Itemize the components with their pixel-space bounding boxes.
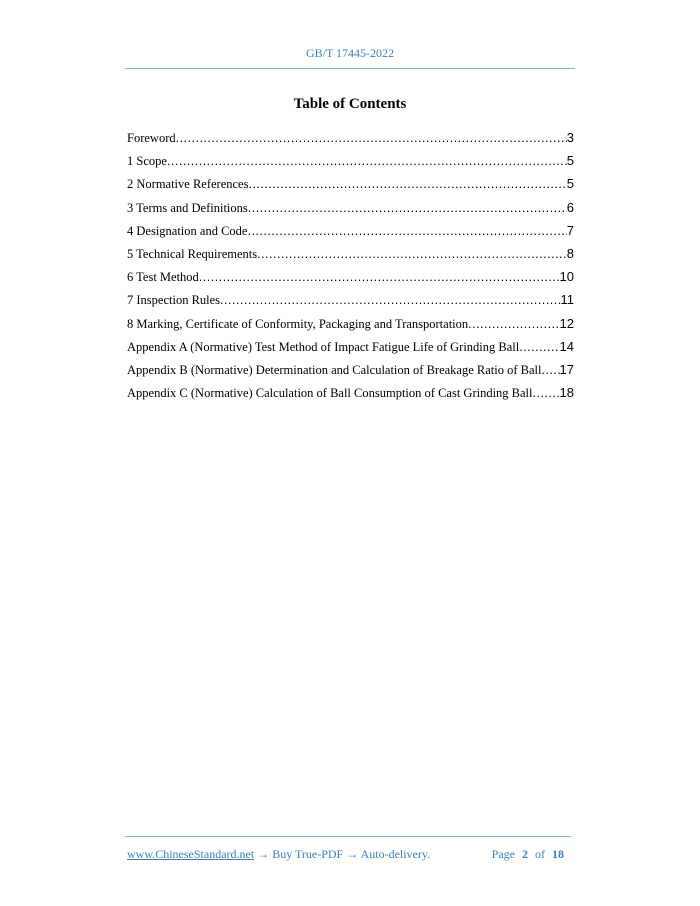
toc-entry-title: 8 Marking, Certificate of Conformity, Packaging and Transportation — [127, 316, 469, 331]
toc-entry-page: 14 — [559, 338, 574, 354]
toc-entry-title: Appendix B (Normative) Determination and Calculation of Breakage Ratio of Ball — [127, 362, 542, 377]
toc-dot-leader — [519, 336, 559, 359]
toc-entry[interactable] — [127, 265, 574, 288]
toc-dot-leader — [176, 127, 567, 150]
toc-entry-page: 12 — [559, 315, 574, 331]
toc-list — [127, 126, 574, 404]
toc-entry[interactable] — [127, 335, 574, 358]
toc-entry[interactable] — [127, 288, 574, 311]
toc-dot-leader — [247, 220, 566, 243]
toc-entry-page: 10 — [559, 269, 574, 285]
total-pages-number: 18 — [552, 847, 564, 861]
of-label: of — [535, 847, 545, 861]
toc-dot-leader — [167, 150, 567, 173]
toc-entry[interactable] — [127, 196, 574, 219]
toc-entry[interactable] — [127, 219, 574, 242]
toc-entry-title: 3 Terms and Definitions — [127, 200, 248, 215]
toc-entry-page: 5 — [566, 176, 574, 192]
toc-dot-leader — [199, 266, 560, 289]
toc-entry-page: 11 — [560, 292, 574, 308]
toc-entry-page: 3 — [566, 130, 574, 145]
toc-dot-leader — [248, 197, 567, 220]
toc-dot-leader — [220, 289, 560, 312]
toc-entry-page: 18 — [559, 385, 574, 401]
toc-entry-page: 7 — [566, 222, 574, 238]
promo-text: → Buy True-PDF → Auto-delivery. — [254, 847, 431, 861]
current-page-number: 2 — [522, 847, 528, 861]
toc-dot-leader — [468, 313, 559, 336]
toc-entry[interactable] — [127, 312, 574, 335]
toc-entry[interactable] — [127, 172, 574, 195]
toc-dot-leader — [533, 382, 560, 405]
toc-entry[interactable] — [127, 381, 574, 404]
toc-entry-page: 17 — [559, 361, 574, 377]
toc-dot-leader — [541, 359, 559, 382]
toc-title: Table of Contents — [293, 96, 407, 112]
toc-entry-title: 1 Scope — [127, 154, 167, 169]
toc-entry[interactable] — [127, 242, 574, 265]
page-indicator — [492, 847, 568, 862]
toc-entry-title: Appendix C (Normative) Calculation of Ball Consumption of Cast Grinding Ball — [127, 386, 533, 401]
header-divider — [125, 68, 575, 69]
toc-entry[interactable] — [127, 358, 574, 381]
toc-entry-title: 5 Technical Requirements — [127, 246, 258, 261]
footer-divider — [125, 836, 571, 837]
footer-promo — [127, 847, 430, 862]
toc-entry-title: 6 Test Method — [127, 270, 199, 285]
toc-entry-title: 4 Designation and Code — [127, 223, 248, 238]
toc-dot-leader — [257, 243, 567, 266]
toc-entry-title: 7 Inspection Rules — [127, 293, 221, 308]
page-label: Page — [491, 847, 515, 861]
toc-entry-title: Foreword — [127, 131, 176, 145]
header-standard-code: GB/T 17445-2022 — [305, 46, 395, 60]
toc-entry-title: Appendix A (Normative) Test Method of Impact Fatigue Life of Grinding Ball — [127, 339, 520, 354]
toc-dot-leader — [248, 173, 566, 196]
toc-entry-page: 6 — [566, 199, 574, 215]
toc-entry-page: 5 — [566, 153, 574, 169]
site-link[interactable]: www.ChineseStandard.net — [127, 847, 255, 861]
toc-entry[interactable] — [127, 126, 574, 149]
toc-entry-title: 2 Normative References — [127, 177, 249, 192]
toc-entry-page: 8 — [566, 245, 574, 261]
toc-entry[interactable] — [127, 149, 574, 172]
